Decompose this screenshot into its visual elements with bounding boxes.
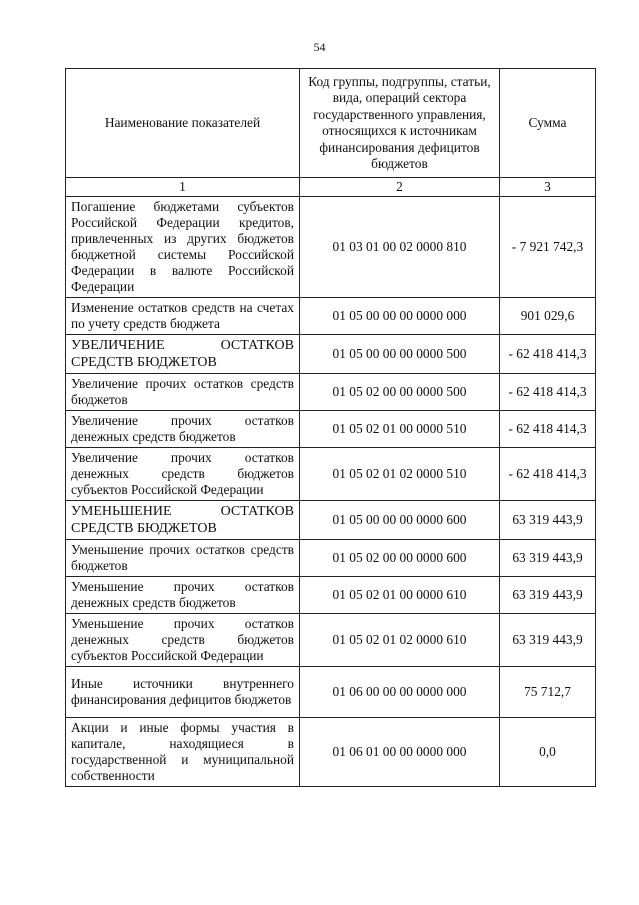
row-sum: 75 712,7: [500, 667, 596, 718]
column-number: 1: [66, 178, 300, 197]
header-sum: Сумма: [500, 69, 596, 178]
table-row: [66, 501, 596, 540]
page-number: 54: [313, 40, 326, 54]
row-sum: 63 319 443,9: [500, 501, 596, 540]
row-name: Увеличение прочих остатков денежных средств бюджетов: [66, 411, 300, 448]
row-code: 01 05 00 00 00 0000 000: [300, 298, 500, 335]
row-sum: 63 319 443,9: [500, 614, 596, 667]
table-row: [66, 540, 596, 577]
row-code: 01 06 00 00 00 0000 000: [300, 667, 500, 718]
row-name: Иные источники внутреннего финансирования дефицитов бюджетов: [66, 667, 300, 718]
table-row: [66, 448, 596, 501]
row-code: 01 05 02 01 02 0000 510: [300, 448, 500, 501]
row-sum: 901 029,6: [500, 298, 596, 335]
row-code: 01 05 02 01 00 0000 510: [300, 411, 500, 448]
row-code: 01 05 02 00 00 0000 600: [300, 540, 500, 577]
row-code: 01 05 00 00 00 0000 600: [300, 501, 500, 540]
row-sum: - 62 418 414,3: [500, 448, 596, 501]
row-sum: - 62 418 414,3: [500, 335, 596, 374]
row-name: УМЕНЬШЕНИЕ ОСТАТКОВ СРЕДСТВ БЮДЖЕТОВ: [66, 501, 300, 540]
row-code: 01 05 02 01 02 0000 610: [300, 614, 500, 667]
column-number-row: [66, 178, 596, 197]
row-code: 01 05 02 01 00 0000 610: [300, 577, 500, 614]
table-row: [66, 718, 596, 787]
row-code: 01 06 01 00 00 0000 000: [300, 718, 500, 787]
row-name: Уменьшение прочих остатков средств бюджетов: [66, 540, 300, 577]
table-row: [66, 197, 596, 298]
row-name: Изменение остатков средств на счетах по учету средств бюджета: [66, 298, 300, 335]
table-row: [66, 411, 596, 448]
table-row: [66, 335, 596, 374]
table-row: [66, 577, 596, 614]
column-number: 3: [500, 178, 596, 197]
row-name: Акции и иные формы участия в капитале, находящиеся в государственной и муниципальной собственности: [66, 718, 300, 787]
row-sum: - 7 921 742,3: [500, 197, 596, 298]
budget-financing-table: [65, 68, 596, 787]
row-sum: 0,0: [500, 718, 596, 787]
table-row: [66, 374, 596, 411]
row-sum: - 62 418 414,3: [500, 374, 596, 411]
table-row: [66, 614, 596, 667]
row-name: Увеличение прочих остатков средств бюджетов: [66, 374, 300, 411]
table-row: [66, 298, 596, 335]
row-name: УВЕЛИЧЕНИЕ ОСТАТКОВ СРЕДСТВ БЮДЖЕТОВ: [66, 335, 300, 374]
row-name: Уменьшение прочих остатков денежных средств бюджетов: [66, 577, 300, 614]
row-name: Уменьшение прочих остатков денежных средств бюджетов субъектов Российской Федерации: [66, 614, 300, 667]
row-name: Погашение бюджетами субъектов Российской Федерации кредитов, привлеченных из других бюджетов бюджетной системы Российской Федерации в валюте Российской Федерации: [66, 197, 300, 298]
header-code: Код группы, подгруппы, статьи, вида, операций сектора государственного управления, относящихся к источникам финансирования дефицитов бюджетов: [300, 69, 500, 178]
table-header-row: [66, 69, 596, 178]
column-number: 2: [300, 178, 500, 197]
row-code: 01 05 00 00 00 0000 500: [300, 335, 500, 374]
table-row: [66, 667, 596, 718]
row-name: Увеличение прочих остатков денежных средств бюджетов субъектов Российской Федерации: [66, 448, 300, 501]
row-sum: - 62 418 414,3: [500, 411, 596, 448]
header-indicator-name: Наименование показателей: [66, 69, 300, 178]
row-sum: 63 319 443,9: [500, 540, 596, 577]
row-code: 01 03 01 00 02 0000 810: [300, 197, 500, 298]
row-sum: 63 319 443,9: [500, 577, 596, 614]
row-code: 01 05 02 00 00 0000 500: [300, 374, 500, 411]
